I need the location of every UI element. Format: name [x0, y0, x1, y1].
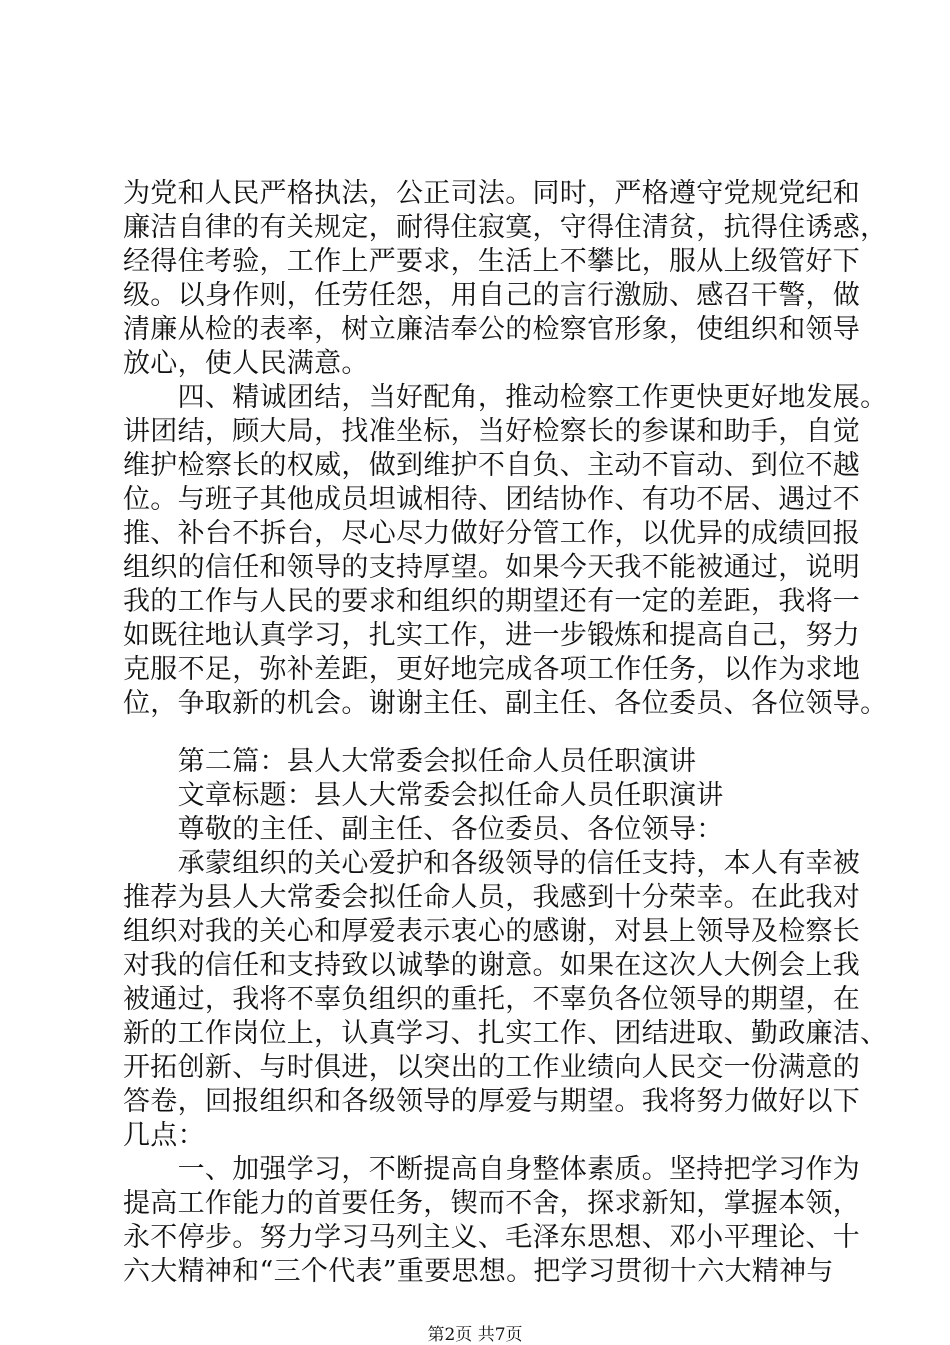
text-line: 位。与班子其他成员坦诚相待、团结协作、有功不居、遇过不: [123, 484, 861, 515]
article-title-line: 文章标题：县人大常委会拟任命人员任职演讲: [123, 780, 724, 811]
text-line: 推荐为县人大常委会拟任命人员，我感到十分荣幸。在此我对: [123, 882, 861, 913]
text-line: 永不停步。努力学习马列主义、毛泽东思想、邓小平理论、十: [123, 1222, 861, 1253]
text-line: 组织的信任和领导的支持厚望。如果今天我不能被通过，说明: [123, 552, 861, 583]
text-line: 四、精诚团结，当好配角，推动检察工作更快更好地发展。: [123, 382, 888, 413]
text-line: 一、加强学习，不断提高自身整体素质。坚持把学习作为: [123, 1154, 861, 1185]
text-line: 开拓创新、与时俱进，以突出的工作业绩向人民交一份满意的: [123, 1052, 861, 1083]
text-line: 对我的信任和支持致以诚挚的谢意。如果在这次人大例会上我: [123, 950, 861, 981]
text-line: 被通过，我将不辜负组织的重托，不辜负各位领导的期望，在: [123, 984, 861, 1015]
text-line: 放心，使人民满意。: [123, 348, 369, 379]
text-line: 我的工作与人民的要求和组织的期望还有一定的差距，我将一: [123, 586, 861, 617]
section-heading: 第二篇：县人大常委会拟任命人员任职演讲: [123, 746, 697, 777]
text-line: 如既往地认真学习，扎实工作，进一步锻炼和提高自己，努力: [123, 620, 861, 651]
text-line: 级。以身作则，任劳任怨，用自己的言行激励、感召干警，做: [123, 280, 861, 311]
text-line: 提高工作能力的首要任务，锲而不舍，探求新知，掌握本领，: [123, 1188, 861, 1219]
text-line: 为党和人民严格执法，公正司法。同时，严格遵守党规党纪和: [123, 178, 861, 209]
text-line: 克服不足，弥补差距，更好地完成各项工作任务，以作为求地: [123, 654, 861, 685]
text-line: 承蒙组织的关心爱护和各级领导的信任支持，本人有幸被: [123, 848, 861, 879]
text-line: 几点：: [123, 1120, 205, 1151]
text-line: 廉洁自律的有关规定，耐得住寂寞，守得住清贫，抗得住诱惑，: [123, 212, 888, 243]
text-line: 维护检察长的权威，做到维护不自负、主动不盲动、到位不越: [123, 450, 861, 481]
text-line: 清廉从检的表率，树立廉洁奉公的检察官形象，使组织和领导: [123, 314, 861, 345]
text-line: 组织对我的关心和厚爱表示衷心的感谢，对县上领导及检察长: [123, 916, 861, 947]
text-line: 六大精神和“三个代表”重要思想。把学习贯彻十六大精神与: [123, 1256, 834, 1287]
text-line: 讲团结，顾大局，找准坐标，当好检察长的参谋和助手，自觉: [123, 416, 861, 447]
text-line: 位，争取新的机会。谢谢主任、副主任、各位委员、各位领导。: [123, 688, 888, 719]
text-line: 经得住考验，工作上严要求，生活上不攀比，服从上级管好下: [123, 246, 861, 277]
page-number: 第2页 共7页: [427, 1325, 523, 1345]
text-line: 答卷，回报组织和各级领导的厚爱与期望。我将努力做好以下: [123, 1086, 861, 1117]
salutation-line: 尊敬的主任、副主任、各位委员、各位领导：: [123, 814, 724, 845]
text-line: 新的工作岗位上，认真学习、扎实工作、团结进取、勤政廉洁、: [123, 1018, 888, 1049]
text-line: 推、补台不拆台，尽心尽力做好分管工作，以优异的成绩回报: [123, 518, 861, 549]
